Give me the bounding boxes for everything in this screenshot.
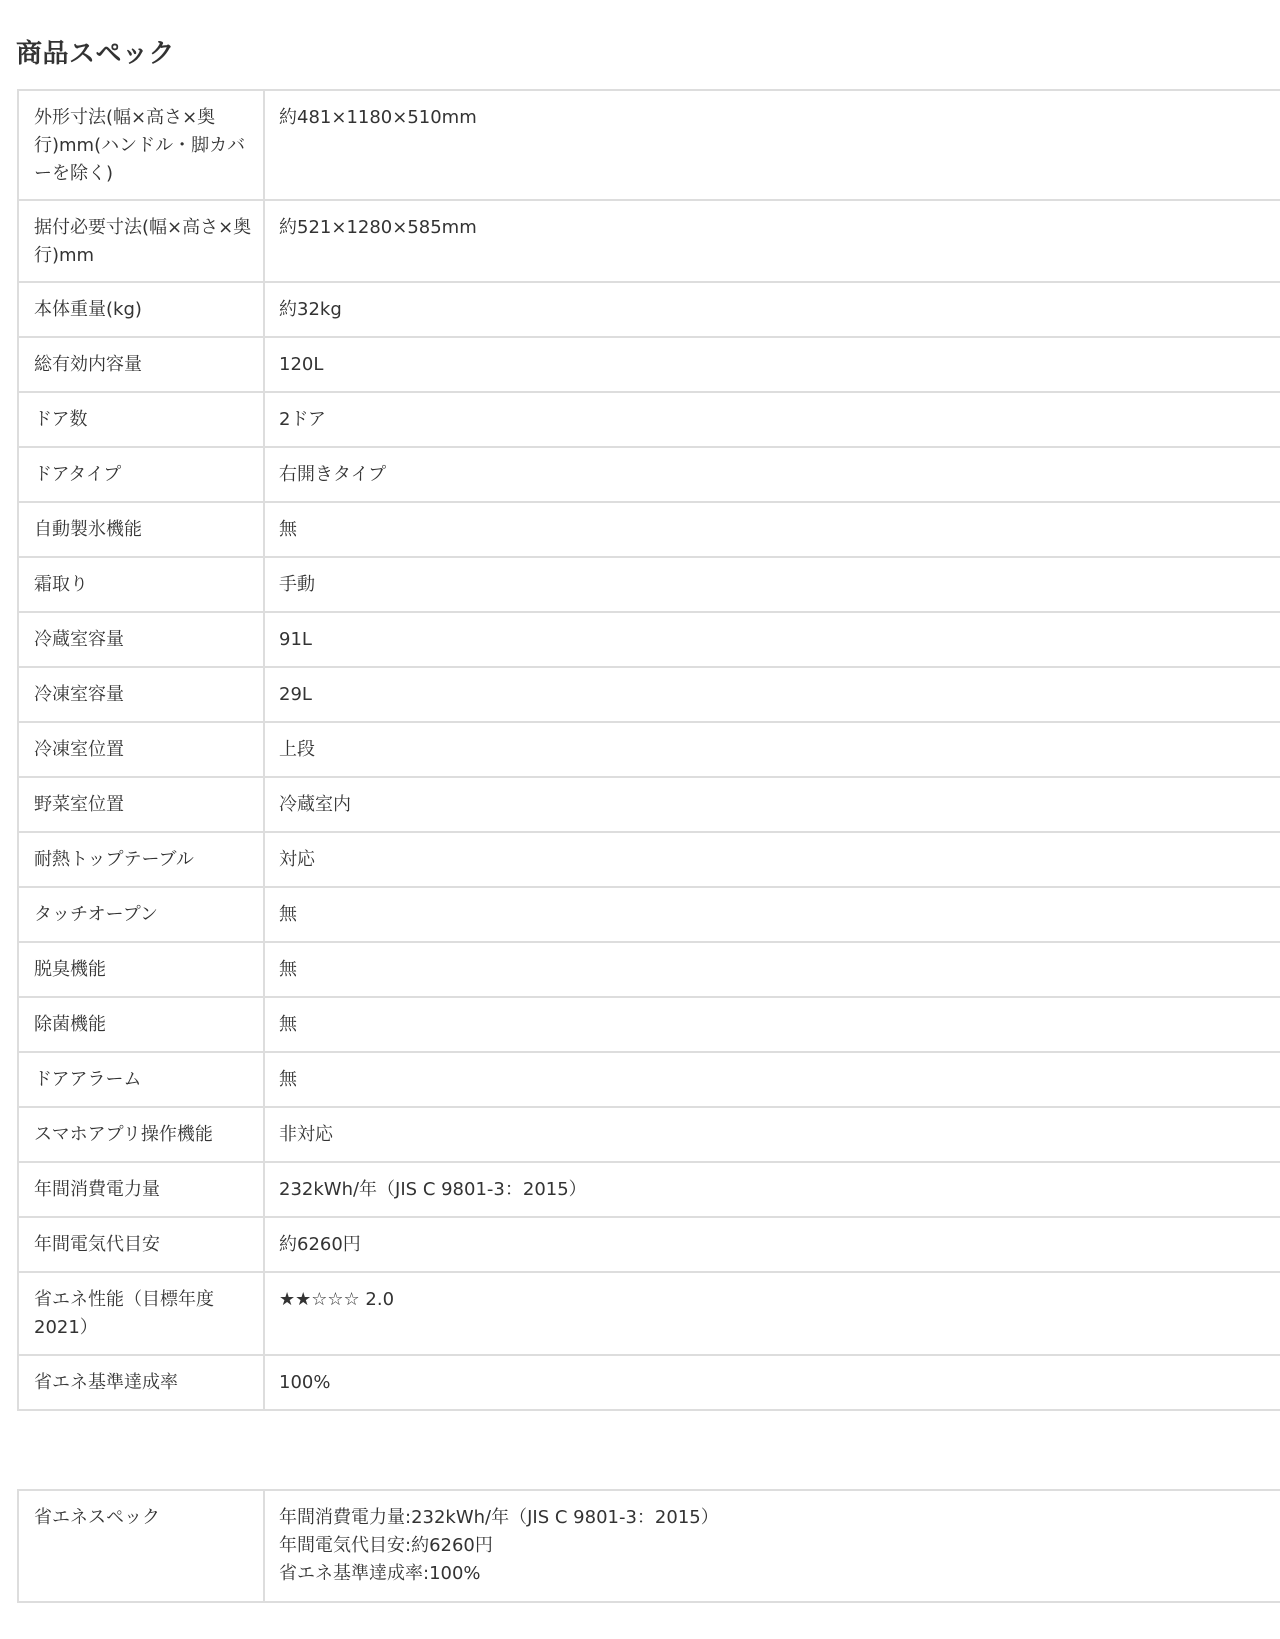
eco-spec-table	[17, 1489, 1280, 1603]
spec-label: 据付必要寸法(幅×高さ×奥行)mm	[18, 200, 264, 282]
spec-row-install-dimensions	[18, 200, 1280, 282]
spec-row-weight	[18, 282, 1280, 337]
spec-label: 冷蔵室容量	[18, 612, 264, 667]
spec-label: 省エネスペック	[18, 1490, 264, 1602]
spec-label: 省エネ性能（目標年度2021）	[18, 1272, 264, 1355]
spec-value: 右開きタイプ	[264, 447, 1280, 502]
spec-row-sterilize	[18, 997, 1280, 1052]
spec-value: 年間消費電力量:232kWh/年（JIS C 9801-3：2015） 年間電気代目安:約6260円 省エネ基準達成率:100%	[264, 1490, 1280, 1602]
spec-row-touch-open	[18, 887, 1280, 942]
spec-value: ★★☆☆☆ 2.0	[264, 1272, 1280, 1355]
spec-value: 約6260円	[264, 1217, 1280, 1272]
spec-label: 冷凍室位置	[18, 722, 264, 777]
spec-value: 上段	[264, 722, 1280, 777]
spec-value: 非対応	[264, 1107, 1280, 1162]
spec-row-vegetable-position	[18, 777, 1280, 832]
spec-row-door-alarm	[18, 1052, 1280, 1107]
spec-value: 約481×1180×510mm	[264, 90, 1280, 200]
spec-label: 冷凍室容量	[18, 667, 264, 722]
spec-label: 省エネ基準達成率	[18, 1355, 264, 1410]
spec-row-energy-achievement	[18, 1355, 1280, 1410]
spec-value: 手動	[264, 557, 1280, 612]
spec-value: 120L	[264, 337, 1280, 392]
spec-label: 除菌機能	[18, 997, 264, 1052]
spec-value: 約32kg	[264, 282, 1280, 337]
spec-label: 年間消費電力量	[18, 1162, 264, 1217]
spec-label: 外形寸法(幅×高さ×奥行)mm(ハンドル・脚カバーを除く)	[18, 90, 264, 200]
spec-value: 無	[264, 997, 1280, 1052]
spec-value: 無	[264, 887, 1280, 942]
spec-value: 91L	[264, 612, 1280, 667]
spec-row-deodorize	[18, 942, 1280, 997]
spec-label: ドアタイプ	[18, 447, 264, 502]
spec-row-eco-spec	[18, 1490, 1280, 1602]
spec-value: 無	[264, 942, 1280, 997]
spec-value: 約521×1280×585mm	[264, 200, 1280, 282]
spec-label: 野菜室位置	[18, 777, 264, 832]
spec-label: 自動製氷機能	[18, 502, 264, 557]
spec-row-freezer-position	[18, 722, 1280, 777]
spec-row-auto-ice	[18, 502, 1280, 557]
spec-label: 本体重量(kg)	[18, 282, 264, 337]
spec-value: 冷蔵室内	[264, 777, 1280, 832]
spec-row-total-capacity	[18, 337, 1280, 392]
spec-row-smartphone-app	[18, 1107, 1280, 1162]
spec-row-defrost	[18, 557, 1280, 612]
spec-value: 2ドア	[264, 392, 1280, 447]
spec-label: 霜取り	[18, 557, 264, 612]
spec-label: タッチオープン	[18, 887, 264, 942]
spec-label: スマホアプリ操作機能	[18, 1107, 264, 1162]
spec-row-outer-dimensions	[18, 90, 1280, 200]
spec-label: 脱臭機能	[18, 942, 264, 997]
spec-value: 232kWh/年（JIS C 9801-3：2015）	[264, 1162, 1280, 1217]
spec-label: ドアアラーム	[18, 1052, 264, 1107]
spec-value: 無	[264, 1052, 1280, 1107]
spec-row-freezer-capacity	[18, 667, 1280, 722]
spec-table	[17, 89, 1280, 1411]
spec-label: ドア数	[18, 392, 264, 447]
spec-row-annual-power	[18, 1162, 1280, 1217]
spec-row-energy-rating	[18, 1272, 1280, 1355]
spec-value: 対応	[264, 832, 1280, 887]
spec-label: 耐熱トップテーブル	[18, 832, 264, 887]
page-title: 商品スペック	[16, 39, 176, 69]
spec-value: 100%	[264, 1355, 1280, 1410]
spec-row-door-type	[18, 447, 1280, 502]
spec-value: 29L	[264, 667, 1280, 722]
spec-row-heat-resistant-top	[18, 832, 1280, 887]
spec-row-fridge-capacity	[18, 612, 1280, 667]
spec-row-door-count	[18, 392, 1280, 447]
spec-label: 総有効内容量	[18, 337, 264, 392]
spec-label: 年間電気代目安	[18, 1217, 264, 1272]
spec-row-annual-cost	[18, 1217, 1280, 1272]
spec-value: 無	[264, 502, 1280, 557]
